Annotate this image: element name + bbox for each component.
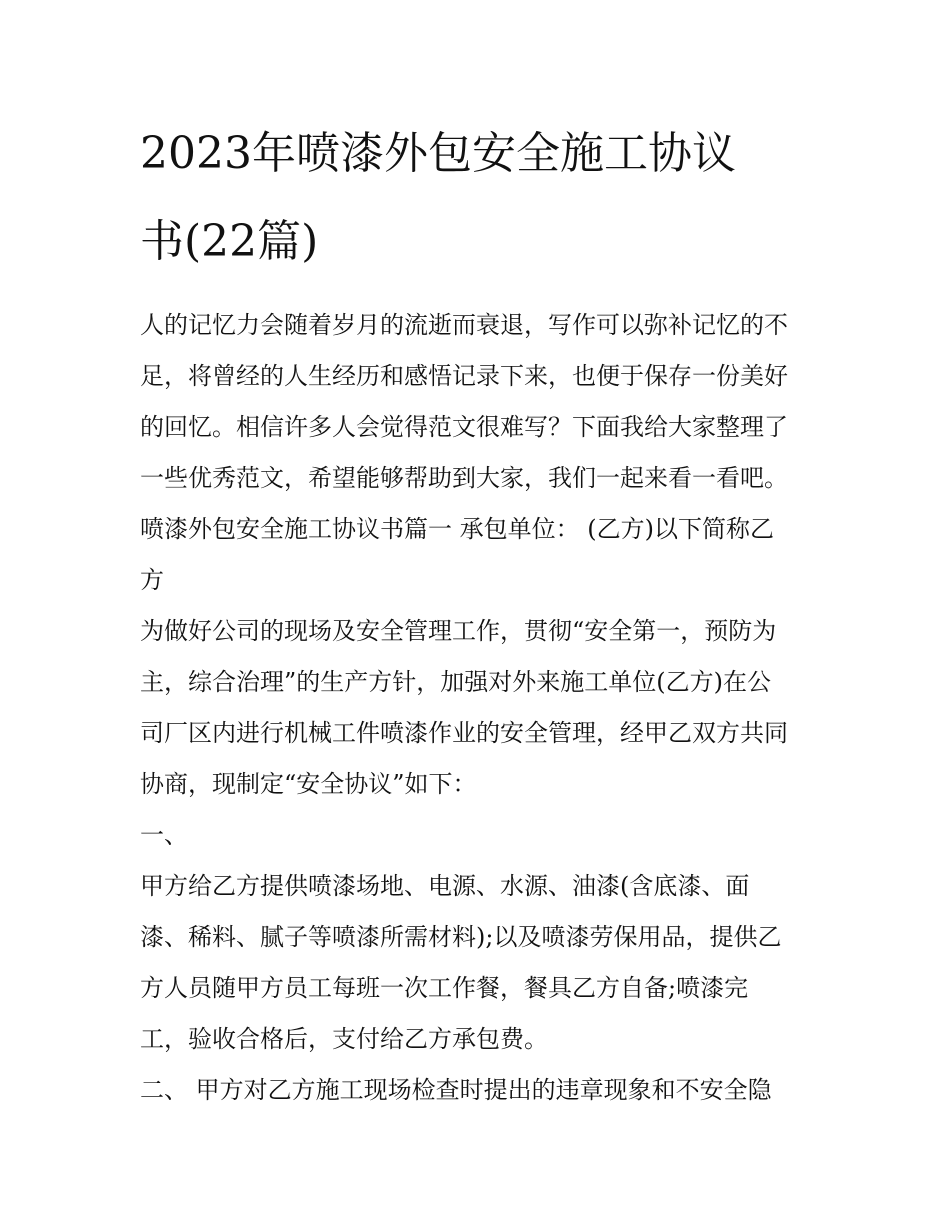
paragraph-line: 甲方给乙方提供喷漆场地、电源、水源、油漆(含底漆、面 — [140, 872, 750, 900]
paragraph-line: 协商，现制定“安全协议”如下： — [140, 770, 477, 798]
paragraph-line: 方人员随甲方员工每班一次工作餐，餐具乙方自备;喷漆完 — [140, 974, 749, 1002]
paragraph-line: 二、 甲方对乙方施工现场检查时提出的违章现象和不安全隐 — [140, 1076, 772, 1104]
document-title — [140, 110, 812, 286]
paragraph-line: 足，将曾经的人生经历和感悟记录下来，也便于保存一份美好 — [140, 362, 788, 390]
section-heading: 一、 — [140, 821, 188, 849]
paragraph-line: 人的记忆力会随着岁月的流逝而衰退，写作可以弥补记忆的不 — [140, 311, 788, 339]
title-line-2: 书(22篇) — [140, 216, 319, 267]
paragraph-line: 方 — [140, 566, 164, 594]
title-line-1: 2023年喷漆外包安全施工协议 — [140, 128, 736, 179]
paragraph-line: 主，综合治理”的生产方针，加强对外来施工单位(乙方)在公 — [140, 668, 771, 696]
paragraph-line: 漆、稀料、腻子等喷漆所需材料);以及喷漆劳保用品，提供乙 — [140, 923, 782, 951]
paragraph-line: 的回忆。相信许多人会觉得范文很难写？下面我给大家整理了 — [140, 413, 788, 441]
document-body — [140, 300, 812, 1116]
paragraph-line: 喷漆外包安全施工协议书篇一 承包单位： (乙方)以下简称乙 — [140, 515, 774, 543]
paragraph-line: 为做好公司的现场及安全管理工作，贯彻“安全第一，预防为 — [140, 617, 777, 645]
paragraph-line: 司厂区内进行机械工件喷漆作业的安全管理，经甲乙双方共同 — [140, 719, 788, 747]
paragraph-line: 一些优秀范文，希望能够帮助到大家，我们一起来看一看吧。 — [140, 464, 788, 492]
paragraph-line: 工，验收合格后，支付给乙方承包费。 — [140, 1025, 548, 1053]
document-page — [140, 110, 812, 1116]
